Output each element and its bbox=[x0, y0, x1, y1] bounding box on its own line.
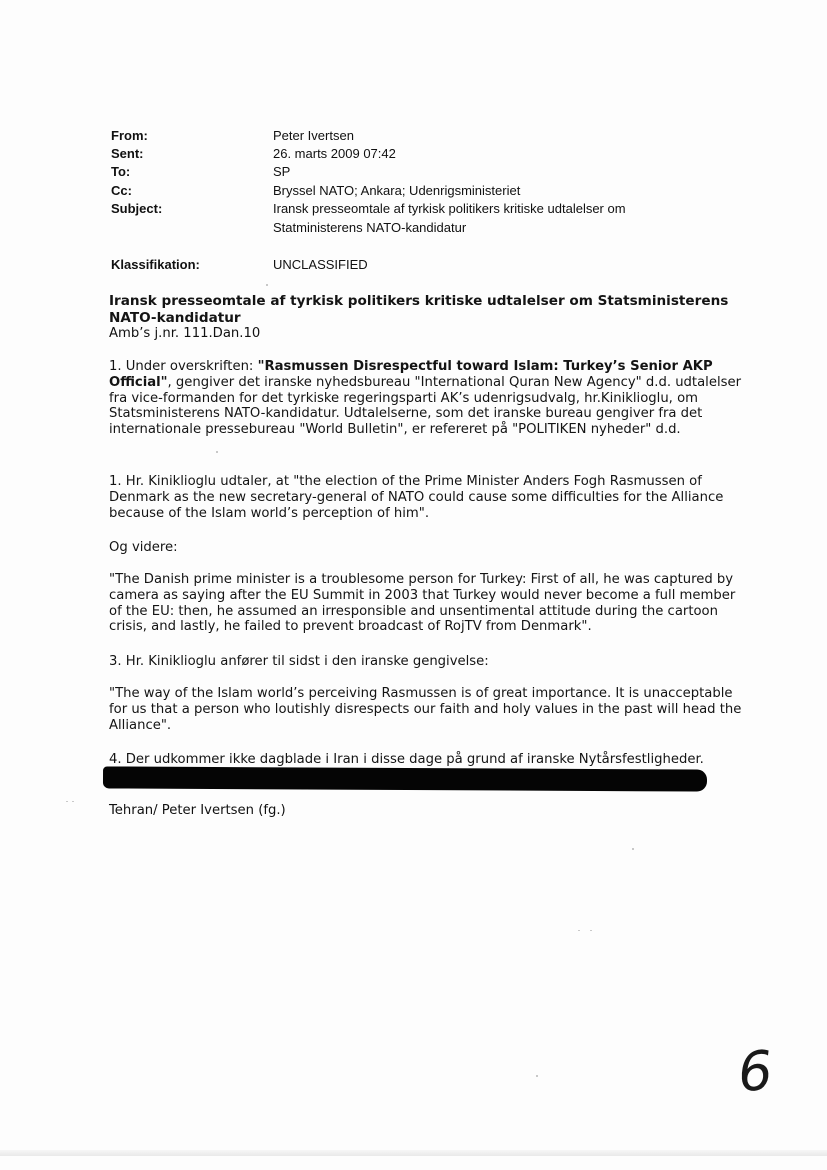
scan-speck bbox=[590, 930, 592, 931]
from-label: From: bbox=[111, 128, 148, 143]
scan-speck bbox=[72, 801, 74, 802]
email-header bbox=[0, 0, 827, 280]
paragraph-7: 4. Der udkommer ikke dagblade i Iran i disse dage på grund af iranske Nytårsfestligheder. bbox=[109, 752, 704, 767]
scan-speck bbox=[216, 451, 218, 453]
scan-speck bbox=[266, 284, 268, 286]
paragraph-1 bbox=[109, 359, 749, 438]
classification-label: Klassifikation: bbox=[111, 257, 200, 272]
cc-value: Bryssel NATO; Ankara; Udenrigsministeriet bbox=[273, 183, 521, 198]
paragraph-3: Og videre: bbox=[109, 540, 178, 555]
paragraph-6: "The way of the Islam world’s perceiving Rasmussen is of great importance. It is unacceptable for us that a person who loutishly disrespects our faith and holy values in the past will head the Alliance". bbox=[109, 686, 742, 733]
scan-speck bbox=[578, 930, 580, 931]
subject-value: Iransk presseomtale af tyrkisk politikers kritiske udtalelser om Statministerens NATO-kandidatur bbox=[273, 201, 626, 235]
sent-value: 26. marts 2009 07:42 bbox=[273, 146, 396, 161]
to-label: To: bbox=[111, 164, 131, 179]
from-value: Peter Ivertsen bbox=[273, 128, 354, 143]
paragraph-4: "The Danish prime minister is a troublesome person for Turkey: First of all, he was captured by camera as saying after the EU Summit in 2003 that Turkey would never become a full member of the EU: then, he assumed an irresponsible and unsentimental attitude during the cartoon crisis, and lastly, he failed to prevent broadcast of RojTV from Denmark". bbox=[109, 572, 736, 635]
paragraph-1-headline: "Rasmussen Disrespectful toward Islam: Turkey’s Senior AKP Official" bbox=[109, 359, 713, 390]
to-value: SP bbox=[273, 164, 291, 179]
paragraph-1-prefix: 1. Under overskriften: bbox=[109, 359, 258, 374]
classification-value: UNCLASSIFIED bbox=[273, 257, 368, 272]
handwritten-page-number: 6 bbox=[735, 1038, 775, 1105]
reference-number: Amb’s j.nr. 111.Dan.10 bbox=[109, 326, 261, 341]
scan-speck bbox=[536, 1075, 538, 1077]
sent-label: Sent: bbox=[111, 146, 144, 161]
paragraph-1-text: , gengiver det iranske nyhedsbureau "International Quran New Agency" d.d. udtalelser fra vice-formanden for det tyrkiske regeringsparti AK’s udenrigsudvalg, hr.Kiniklioglu, om Statsministerens NATO-kandidatur. Udtalelserne, som det iranske bureau gengiver fra det internationale pressebureau "World Bulletin", er refereret på "POLITIKEN nyheder" d.d. bbox=[109, 374, 742, 438]
scan-speck bbox=[66, 801, 68, 802]
scan-bottom-edge bbox=[0, 1150, 827, 1156]
scan-speck bbox=[632, 848, 634, 850]
document-title: Iransk presseomtale af tyrkisk politikers kritiske udtalelser om Statsministerens NATO-kandidatur bbox=[109, 293, 729, 326]
paragraph-2: 1. Hr. Kiniklioglu udtaler, at "the election of the Prime Minister Anders Fogh Rasmussen of Denmark as the new secretary-general of NATO could cause some difficulties for the Alliance because of the Islam world’s perception of him". bbox=[109, 474, 724, 521]
redaction-bar bbox=[103, 766, 707, 791]
cc-label: Cc: bbox=[111, 183, 132, 198]
paragraph-5: 3. Hr. Kiniklioglu anfører til sidst i den iranske gengivelse: bbox=[109, 654, 489, 669]
subject-label: Subject: bbox=[111, 201, 163, 216]
signature: Tehran/ Peter Ivertsen (fg.) bbox=[109, 803, 286, 818]
